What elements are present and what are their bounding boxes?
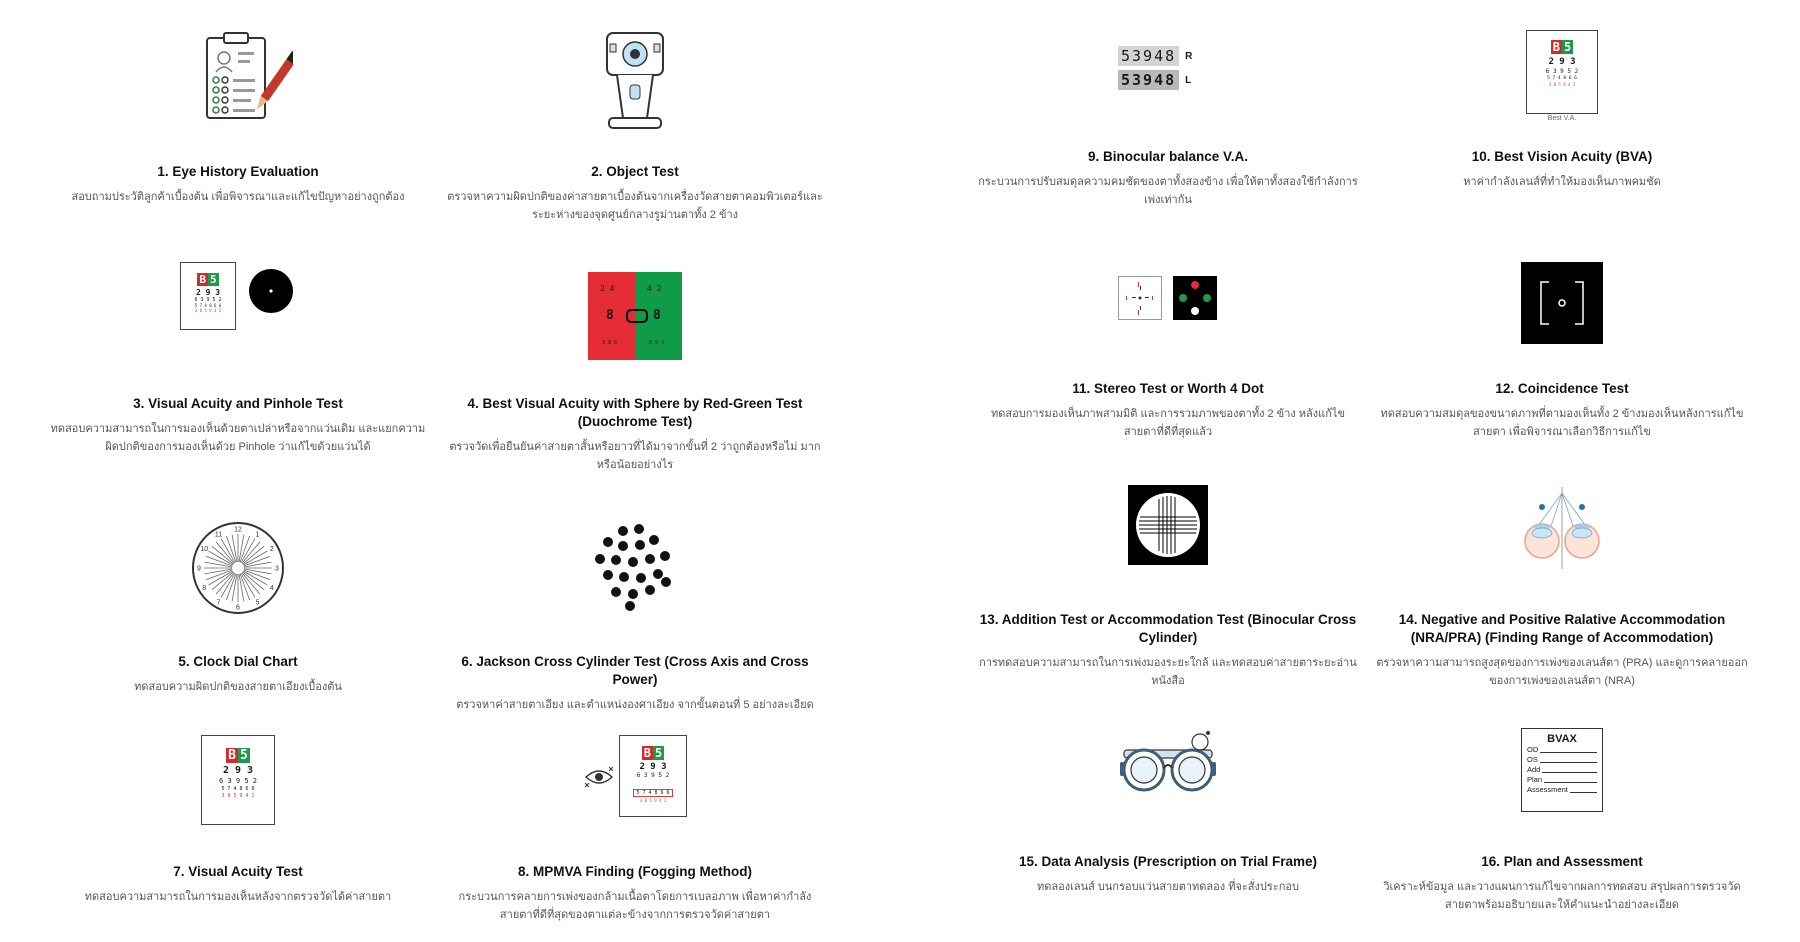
chart-red-letter: B: [643, 746, 651, 760]
step-title: 7. Visual Acuity Test: [173, 864, 303, 879]
chart-green-letter: 5: [240, 748, 248, 763]
step-card-4: [445, 262, 825, 474]
step-description: ตรวจวัดเพื่อยืนยันค่าสายตาสั้นหรือยาวที่ได้มาจากขั้นที่ 2 ว่าถูกต้องหรือไม่ มากหรือน้อยอย่างไร: [449, 441, 821, 471]
clock-number: 4: [269, 585, 274, 592]
step-title: 14. Negative and Positive Ralative Accommodation (NRA/PRA) (Finding Range of Accommodation): [1398, 612, 1726, 645]
step-card-15: [978, 728, 1358, 896]
step-title: 6. Jackson Cross Cylinder Test (Cross Axis and Cross Power): [461, 654, 809, 687]
step-description: กระบวนการปรับสมดุลความคมชัดของตาทั้งสองข้าง เพื่อให้ตาทั้งสองใช้กำลังการเพ่งเท่ากัน: [978, 176, 1358, 206]
clock-number: 2: [269, 546, 274, 553]
chart-row: 5 7 4 8 6 6: [1547, 76, 1577, 81]
chart-row: 3 8 5 9 4 2: [194, 308, 222, 313]
step-card-12: [1372, 262, 1752, 441]
chart-row: 5 7 4 8 6 6: [633, 789, 672, 797]
bvax-line-label: OD: [1527, 745, 1539, 754]
step-card-2: [445, 30, 825, 224]
bvax-line: [1527, 785, 1602, 795]
duochrome-center-mark: [626, 309, 648, 323]
eye-icon: [583, 765, 615, 789]
chart-row: 2 9 3: [639, 762, 667, 772]
balance-numbers-icon: [1118, 46, 1218, 90]
step-description: ทดสอบความสามารถในการมองเห็นด้วยตาเปล่าหรือจากแว่นเดิม และแยกความผิดปกติของการมองเห็นด้วย Pinhole ว่าแก้ไขด้วยแว่นได้: [50, 423, 426, 453]
step-card-6: [445, 520, 825, 714]
chart-red-letter: B: [228, 748, 236, 763]
bvax-line-label: Plan: [1527, 775, 1543, 784]
chart-green-letter: 5: [210, 273, 217, 286]
chart-row: 6 3 9 5 2: [636, 772, 670, 779]
trial-frame-icon: [1118, 728, 1218, 798]
left-eye-value: 53948: [1118, 70, 1179, 90]
eyeballs-focus-icon: [1514, 485, 1610, 571]
eye-chart-pinhole-icon: [180, 262, 296, 334]
step-card-10: [1372, 30, 1752, 191]
step-card-9: [978, 30, 1358, 209]
duochrome-text: 8: [606, 308, 614, 323]
chart-row: 3 8 5 9 4 2: [639, 798, 667, 803]
clipboard-checklist-icon: [183, 30, 293, 130]
coincidence-target-icon: [1521, 262, 1603, 344]
clock-number: 6: [236, 604, 240, 612]
step-card-13: [978, 485, 1358, 690]
step-title: 3. Visual Acuity and Pinhole Test: [133, 396, 343, 411]
clock-number: 3: [275, 565, 279, 573]
clock-number: 11: [214, 531, 223, 539]
stereo-target-icon: [1118, 276, 1162, 320]
step-card-14: [1372, 485, 1752, 690]
step-title: 12. Coincidence Test: [1495, 381, 1629, 396]
duochrome-text: 3 9 5: [602, 340, 618, 346]
step-description: วิเคราะห์ข้อมูล และวางแผนการแก้ไขจากผลการทดสอบ สรุปผลการตรวจวัดสายตาพร้อมอธิบายและให้คำแนะนำอย่างละเอียด: [1383, 881, 1741, 911]
chart-row: 2 9 3: [222, 765, 254, 776]
clock-number: 9: [197, 565, 201, 573]
four-dot-icon: [1173, 276, 1217, 320]
step-title: 5. Clock Dial Chart: [178, 654, 298, 669]
chart-row: 6 3 9 5 2: [219, 777, 257, 785]
pinhole-icon: [248, 268, 294, 314]
bvax-line: [1527, 775, 1602, 785]
eye-and-chart-icon: [583, 735, 687, 817]
step-description: ตรวจหาความผิดปกติของค่าสายตาเบื้องต้นจากเครื่องวัดสายตาคอมพิวเตอร์และระยะห่างของจุดศูนย์กลางรูม่านตาทั้ง 2 ข้าง: [447, 191, 823, 221]
step-title: 13. Addition Test or Accommodation Test (Binocular Cross Cylinder): [979, 612, 1357, 645]
step-title: 10. Best Vision Acuity (BVA): [1471, 149, 1653, 164]
step-title: 16. Plan and Assessment: [1481, 854, 1643, 869]
chart-row: 6 3 9 5 2: [1545, 68, 1579, 75]
clock-number: 1: [255, 531, 260, 539]
step-title: 11. Stereo Test or Worth 4 Dot: [1072, 381, 1264, 396]
step-description: ทดสอบความสมดุลของขนาดภาพที่ตามองเห็นทั้ง 2 ข้างมองเห็นหลังการแก้ไขสายตา เพื่อพิจารณาเลือกวิธีการแก้ไข: [1380, 408, 1744, 438]
step-description: ทดสอบการมองเห็นภาพสามมิติ และการรวมภาพของตาทั้ง 2 ข้าง หลังแก้ไขสายตาที่ดีที่สุดแล้ว: [991, 408, 1345, 438]
step-description: การทดสอบความสามารถในการเพ่งมองระยะใกล้ และทดสอบค่าสายตาระยะอ่านหนังสือ: [979, 657, 1357, 687]
step-card-8: [445, 735, 825, 924]
step-title: 4. Best Visual Acuity with Sphere by Red-Green Test (Duochrome Test): [467, 396, 803, 429]
step-description: ทดสอบความสามารถในการมองเห็นหลังจากตรวจวัดได้ค่าสายตา: [84, 891, 392, 903]
right-eye-label: R: [1185, 50, 1193, 62]
chart-red-letter: B: [199, 273, 206, 286]
duochrome-text: 8: [653, 308, 661, 323]
step-card-3: [48, 262, 428, 456]
clock-dial-icon: [190, 520, 286, 616]
step-title: 9. Binocular balance V.A.: [1087, 149, 1249, 164]
bvax-line-label: Assessment: [1527, 785, 1568, 794]
step-card-11: [978, 262, 1358, 441]
left-eye-label: L: [1185, 74, 1192, 86]
step-description: ทดลองเลนส์ บนกรอบแว่นสายตาทดลอง ที่จะสั่งประกอบ: [1037, 881, 1299, 893]
step-card-7: [48, 735, 428, 906]
step-description: หาค่ากำลังเลนส์ที่ทำให้มองเห็นภาพคมชัด: [1463, 176, 1661, 188]
clock-number: 8: [202, 585, 207, 592]
step-title: 8. MPMVA Finding (Fogging Method): [518, 864, 752, 879]
step-card-5: [48, 520, 428, 696]
clock-number: 7: [216, 599, 221, 607]
duochrome-chart-icon: [588, 272, 682, 360]
bvax-line-label: Add: [1527, 765, 1541, 774]
chart-row: 6 3 9 5 2: [194, 297, 222, 303]
chart-green-letter: 5: [655, 746, 663, 760]
chart-row: 2 9 3: [1548, 57, 1576, 67]
step-card-1: [48, 30, 428, 206]
step-description: กระบวนการคลายการเพ่งของกล้ามเนื้อตาโดยการเบลอภาพ เพื่อหาค่ากำลังสายตาที่ดีที่สุดของตาแต่ละข้างจากการตรวจวัดค่าสายตา: [458, 891, 812, 921]
step-description: ทดสอบความผิดปกติของสายตาเอียงเบื้องต้น: [134, 681, 342, 693]
eye-chart-icon: [201, 735, 275, 825]
dot-cluster-icon: [590, 522, 680, 612]
bvax-line: [1527, 755, 1602, 765]
chart-row: 5 7 4 8 6 6: [194, 303, 222, 308]
chart-row: 3 8 5 9 4 2: [221, 793, 255, 799]
bvax-line-label: OS: [1527, 755, 1538, 764]
step-title: 15. Data Analysis (Prescription on Trial Frame): [1018, 854, 1318, 869]
chart-red-letter: B: [1552, 40, 1560, 54]
step-description: ตรวจหาความสามารถสูงสุดของการเพ่งของเลนส์ตา (PRA) และดูการคลายออกของการเพ่งของเลนส์ตา (NRA): [1376, 657, 1748, 687]
bvax-line: [1527, 745, 1602, 755]
bvax-report-icon: [1521, 728, 1603, 812]
cross-grid-icon: [1128, 485, 1208, 565]
step-description: ตรวจหาค่าสายตาเอียง และตำแหน่งองศาเอียง จากขั้นตอนที่ 5 อย่างละเอียด: [456, 699, 814, 711]
step-description: สอบถามประวัติลูกค้าเบื้องต้น เพื่อพิจารณาและแก้ไขปัญหาอย่างถูกต้อง: [71, 191, 405, 203]
step-title: 1. Eye History Evaluation: [157, 164, 319, 179]
clock-number: 5: [255, 599, 260, 607]
chart-row: 2 9 3: [195, 288, 221, 297]
worth-four-dot-icon: [1118, 276, 1218, 322]
bvax-line: [1527, 765, 1602, 775]
step-card-16: [1372, 728, 1752, 914]
best-va-caption: Best V.A.: [1547, 115, 1577, 122]
best-va-chart-icon: [1526, 30, 1598, 122]
clock-number: 12: [234, 526, 242, 534]
chart-row: 5 7 4 8 6 6: [221, 786, 255, 792]
duochrome-text: 4 2: [647, 284, 662, 293]
bvax-title: BVAX: [1547, 733, 1577, 745]
duochrome-text: 6 9 3: [649, 340, 665, 346]
chart-green-letter: 5: [1564, 40, 1572, 54]
right-eye-value: 53948: [1118, 46, 1179, 66]
clock-number: 10: [200, 546, 209, 553]
step-title: 2. Object Test: [591, 164, 679, 179]
duochrome-text: 2 4: [600, 284, 615, 293]
chart-row: 3 8 5 9 4 2: [1548, 82, 1576, 87]
autorefractor-icon: [595, 30, 675, 135]
